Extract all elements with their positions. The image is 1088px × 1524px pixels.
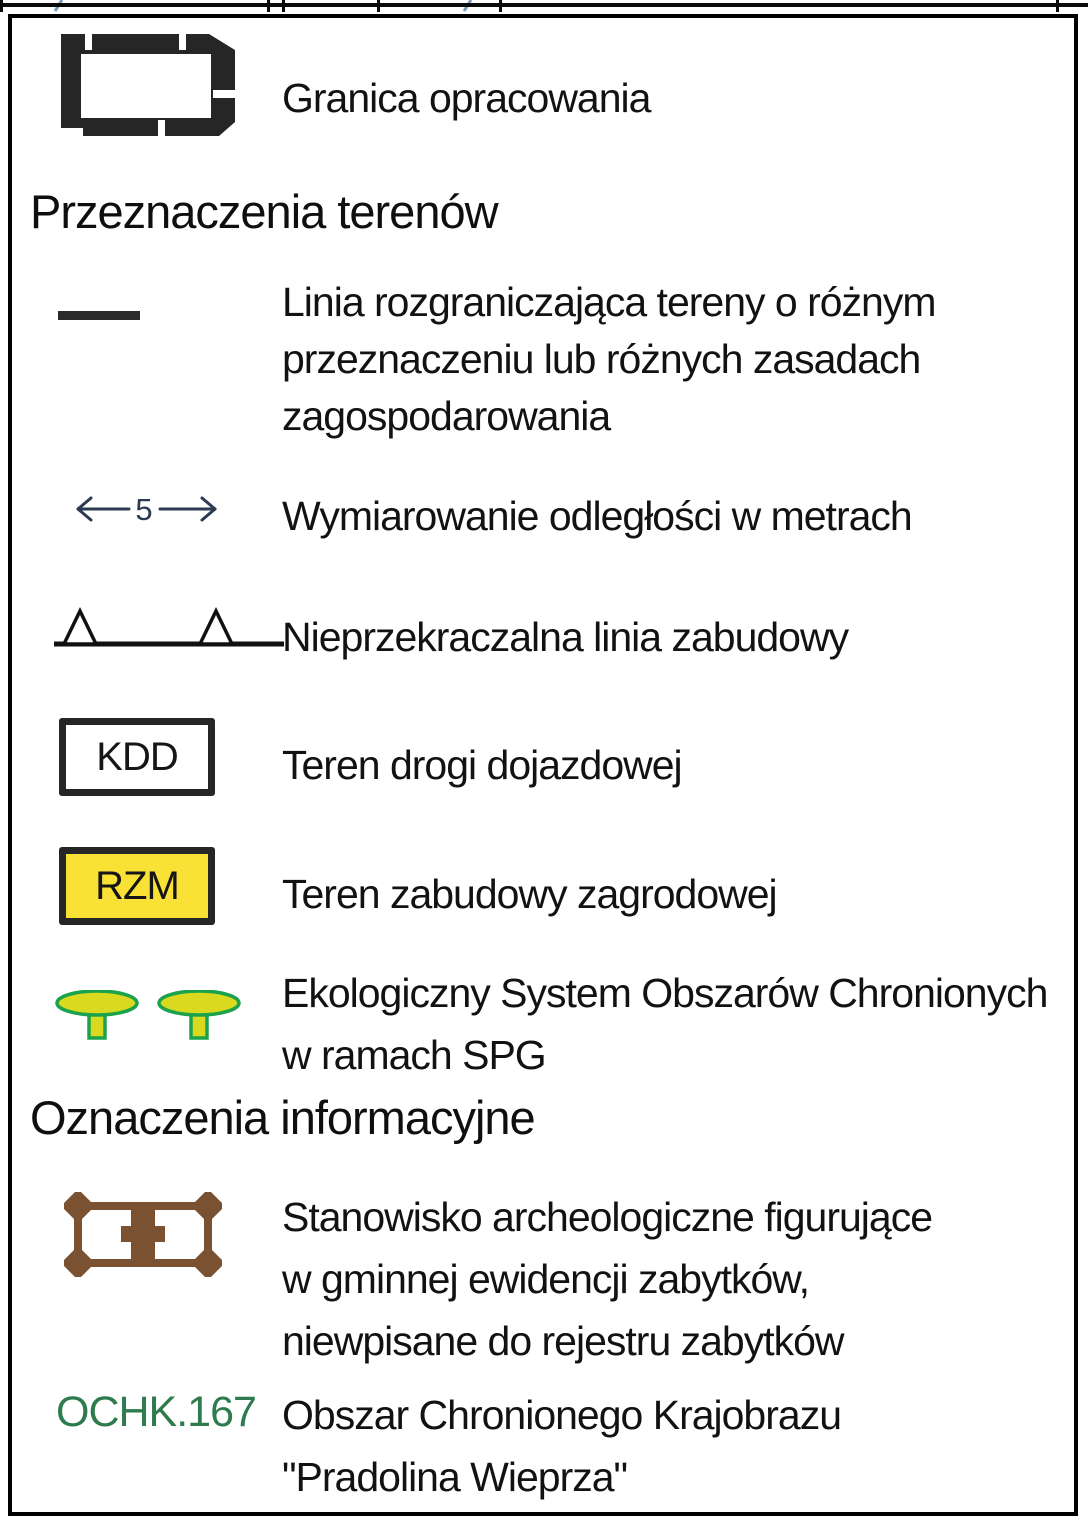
legend-frame bbox=[8, 14, 1078, 1516]
eco-system-label: Ekologiczny System Obszarów Chronionych w ramach SPG bbox=[282, 970, 1048, 1078]
dividing-line-label: Linia rozgraniczająca tereny o różnym przeznaczeniu lub różnych zasadach zagospodarowania bbox=[282, 279, 936, 439]
kdd-zone-label: Teren drogi dojazdowej bbox=[282, 742, 682, 788]
archaeological-site-label: Stanowisko archeologiczne figurujące w gminnej ewidencji zabytków, niewpisane do rejestru zabytków bbox=[282, 1194, 933, 1364]
eco-system-trees-icon bbox=[46, 990, 246, 1042]
rzm-zone-label: Teren zabudowy zagrodowej bbox=[282, 871, 777, 917]
section-header-land-use: Przeznaczenia terenów bbox=[30, 185, 498, 238]
dividing-line-icon bbox=[58, 311, 140, 320]
building-line-icon bbox=[54, 604, 284, 649]
study-area-boundary-label: Granica opracowania bbox=[282, 75, 651, 121]
dimension-label: Wymiarowanie odległości w metrach bbox=[282, 493, 912, 539]
kdd-code: KDD bbox=[96, 734, 178, 779]
section-header-informational: Oznaczenia informacyjne bbox=[30, 1091, 535, 1144]
map-edge-border-line bbox=[0, 3, 1088, 7]
rzm-zone-icon bbox=[59, 847, 215, 925]
study-area-boundary-icon bbox=[61, 34, 237, 137]
rzm-code: RZM bbox=[95, 863, 179, 908]
kdd-zone-icon bbox=[59, 718, 215, 796]
dimension-arrow-icon bbox=[74, 490, 219, 528]
archaeological-site-icon bbox=[64, 1192, 222, 1277]
ochk-label: Obszar Chronionego Krajobrazu "Pradolina Wieprza" bbox=[282, 1392, 841, 1500]
dimension-value: 5 bbox=[135, 492, 153, 527]
building-line-label: Nieprzekraczalna linia zabudowy bbox=[282, 614, 849, 660]
ochk-code: OCHK.167 bbox=[56, 1388, 256, 1436]
